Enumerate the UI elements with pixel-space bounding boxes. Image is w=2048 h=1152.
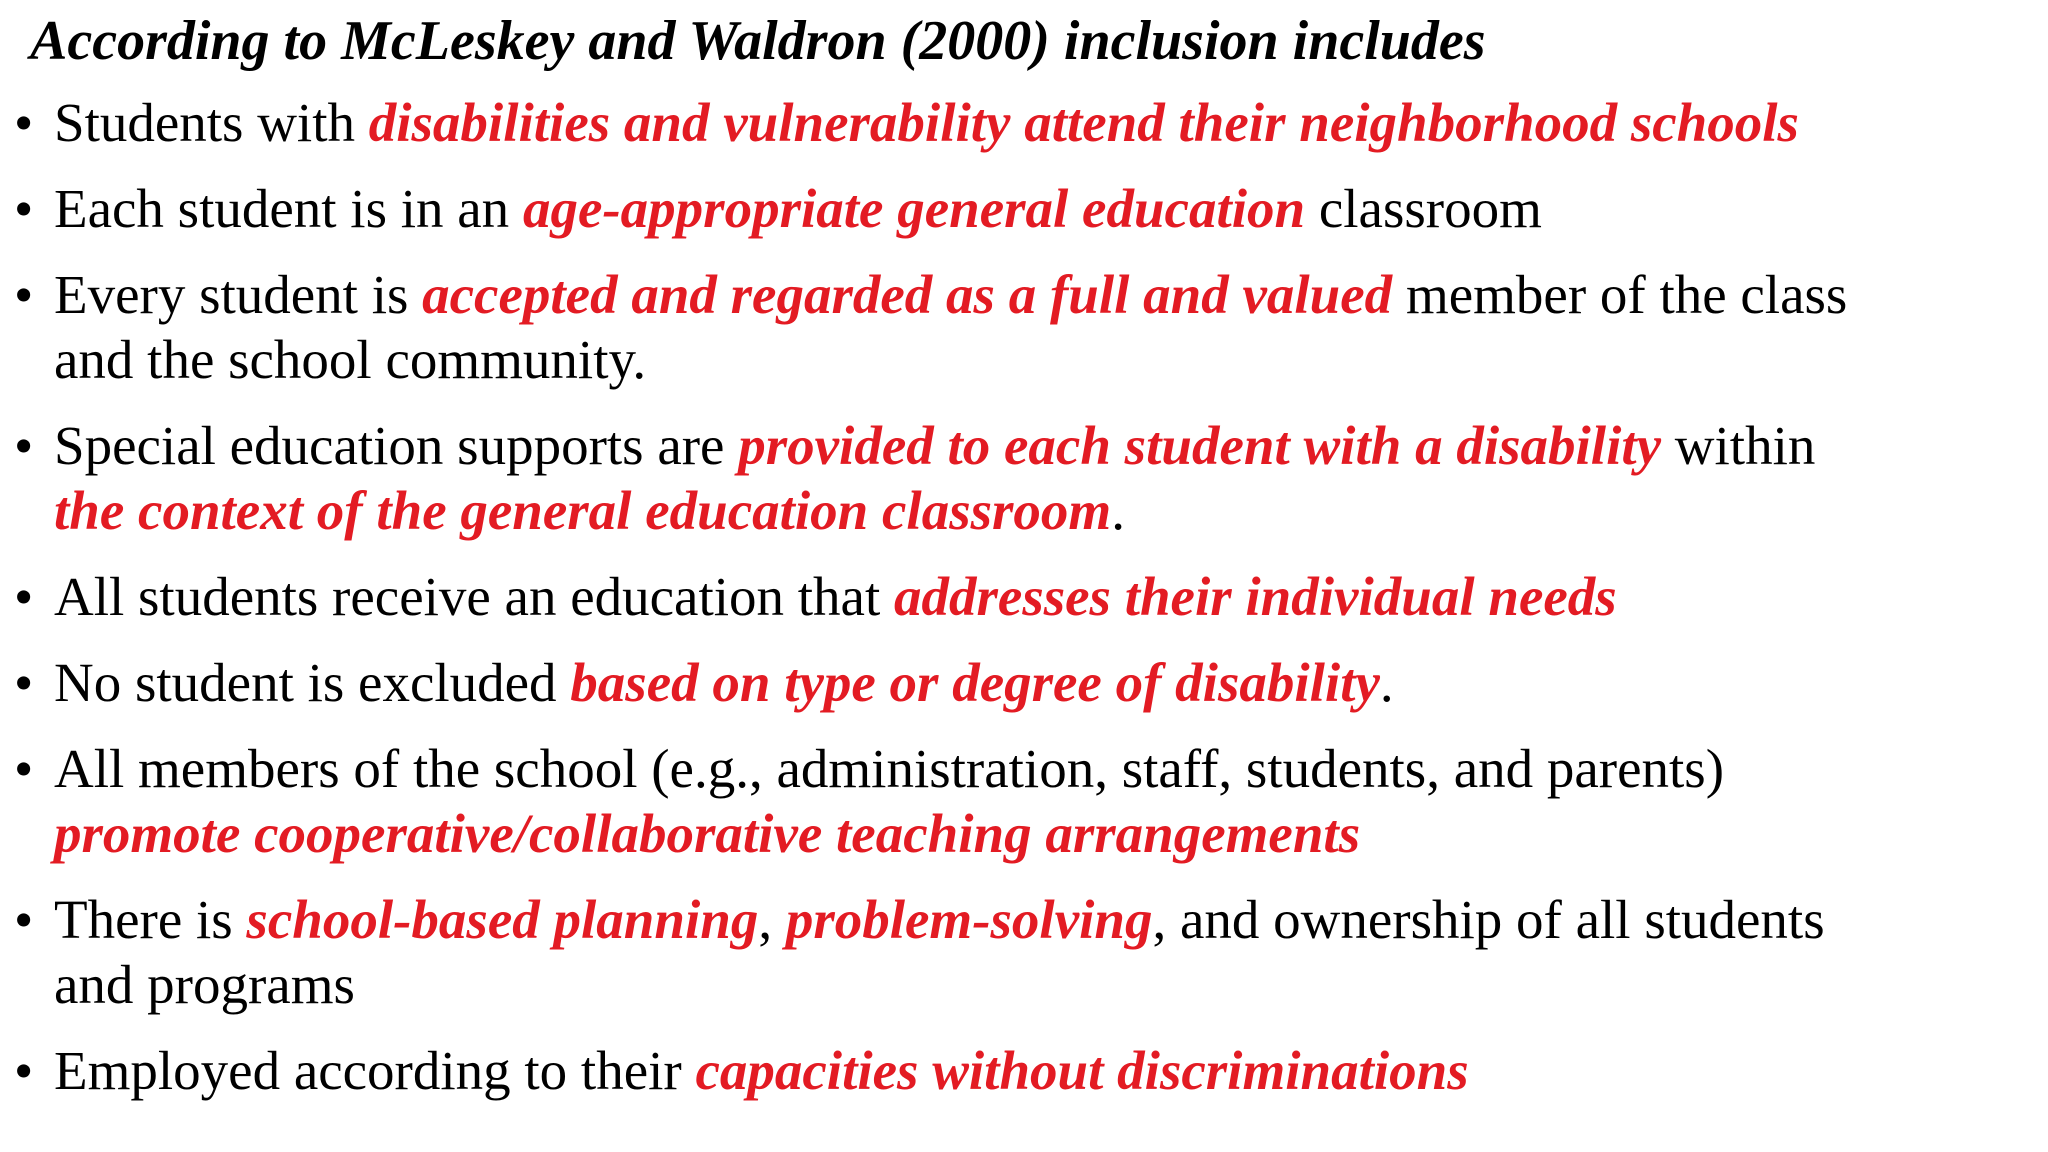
body-text: No student is excluded	[54, 652, 571, 713]
bullet-glyph: •	[14, 264, 34, 325]
bullet-line	[54, 327, 2048, 392]
body-text: Each student is in an	[54, 178, 523, 239]
bullet-line	[54, 564, 2048, 629]
bullet-glyph: •	[14, 178, 34, 239]
body-text: There is	[54, 889, 247, 950]
bullet-item	[0, 564, 2048, 629]
bullet-glyph: •	[14, 889, 34, 950]
body-text: All students receive an education that	[54, 566, 894, 627]
bullet-item	[0, 887, 2048, 1017]
highlighted-text: problem-solving	[785, 889, 1153, 950]
body-text: within	[1661, 415, 1816, 476]
highlighted-text: age-appropriate general education	[522, 178, 1306, 239]
highlighted-text: addresses their individual needs	[894, 566, 1617, 627]
body-text: , and ownership of all students	[1152, 889, 1825, 950]
body-text: .	[1379, 652, 1394, 713]
bullet-line	[54, 801, 2048, 866]
bullet-item	[0, 176, 2048, 241]
bullet-line	[54, 478, 2048, 543]
bullet-line	[54, 952, 2048, 1017]
slide-title: According to McLeskey and Waldron (2000) inclusion includes	[30, 10, 1486, 72]
bullet-line	[54, 736, 2048, 801]
bullet-item	[0, 1038, 2048, 1103]
bullet-item	[0, 90, 2048, 155]
body-text: and programs	[54, 954, 355, 1015]
highlighted-text: based on type or degree of disability	[570, 652, 1380, 713]
body-text: Special education supports are	[54, 415, 739, 476]
bullet-line	[54, 90, 2048, 155]
bullet-line	[54, 413, 2048, 478]
bullet-item	[0, 650, 2048, 715]
body-text: Employed according to their	[54, 1040, 696, 1101]
bullet-glyph: •	[14, 92, 34, 153]
highlighted-text: accepted and regarded as a full and valued	[422, 264, 1393, 325]
bullet-item	[0, 413, 2048, 543]
body-text: Students with	[54, 92, 369, 153]
bullet-glyph: •	[14, 652, 34, 713]
highlighted-text: school-based planning	[246, 889, 759, 950]
highlighted-text: promote cooperative/collaborative teaching arrangements	[54, 803, 1361, 864]
highlighted-text: provided to each student with a disability	[738, 415, 1662, 476]
highlighted-text: capacities without discriminations	[695, 1040, 1469, 1101]
body-text: member of the class	[1392, 264, 1848, 325]
bullet-line	[54, 262, 2048, 327]
body-text: classroom	[1305, 178, 1542, 239]
bullet-glyph: •	[14, 566, 34, 627]
body-text: ,	[758, 889, 786, 950]
bullet-glyph: •	[14, 1040, 34, 1101]
bullet-item	[0, 736, 2048, 866]
bullet-line	[54, 887, 2048, 952]
bullet-line	[54, 1038, 2048, 1103]
bullet-glyph: •	[14, 415, 34, 476]
bullet-line	[54, 176, 2048, 241]
bullet-line	[54, 650, 2048, 715]
highlighted-text: disabilities and vulnerability attend their neighborhood schools	[368, 92, 1799, 153]
body-text: and the school community.	[54, 329, 647, 390]
bullet-glyph: •	[14, 738, 34, 799]
body-text: Every student is	[54, 264, 423, 325]
body-text: .	[1111, 480, 1125, 541]
highlighted-text: the context of the general education classroom	[54, 480, 1112, 541]
body-text: All members of the school (e.g., administration, staff, students, and parents)	[54, 738, 1725, 799]
bullet-item	[0, 262, 2048, 392]
bullet-list	[0, 90, 2048, 1124]
